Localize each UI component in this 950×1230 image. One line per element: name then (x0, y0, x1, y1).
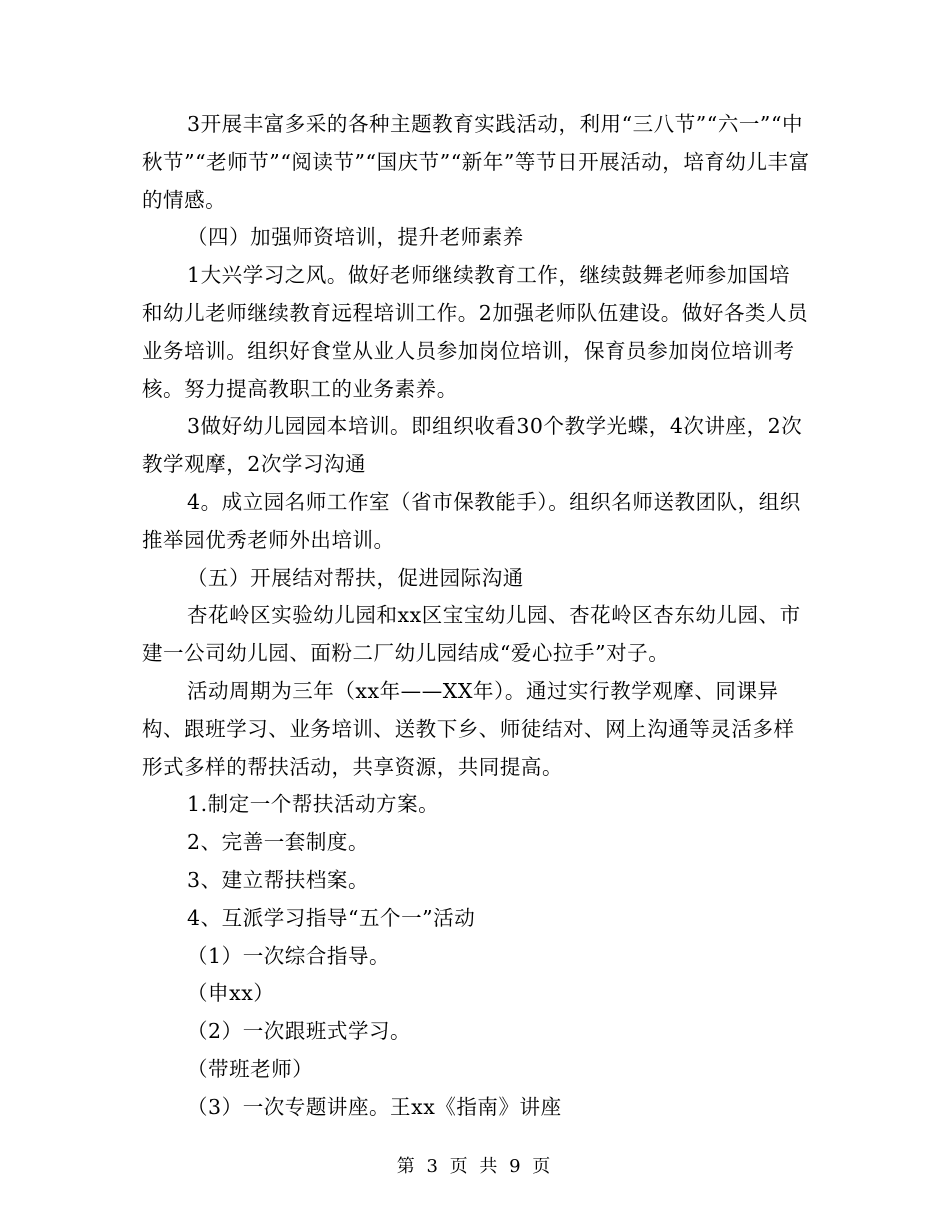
sub-list-item: （1）一次综合指导。 (187, 943, 391, 968)
sub-list-note: （申xx） (187, 981, 275, 1006)
sub-list-item: （2）一次跟班式学习。 (187, 1019, 412, 1044)
section-heading: （四）加强师资培训，提升老师素养 (187, 225, 524, 250)
paragraph: 1大兴学习之风。做好老师继续教育工作，继续鼓舞老师参加国培和幼儿老师继续教育远程培训工作。2加强老师队伍建设。做好各类人员业务培训。组织好食堂从业人员参加岗位培训，保育员参加岗位培训考核。努力提高教职工的业务素养。 (142, 263, 809, 401)
sub-list-item: （3）一次专题讲座。王xx《指南》讲座 (187, 1094, 562, 1119)
list-item: 2、完善一套制度。 (187, 830, 369, 855)
list-item: 3、建立帮扶档案。 (187, 867, 369, 892)
page-footer: 第 3 页 共 9 页 (396, 1156, 554, 1177)
paragraph: 3做好幼儿园园本培训。即组织收看30个教学光蝶，4次讲座，2次教学观摩，2次学习沟通 (142, 414, 803, 477)
paragraph: 杏花岭区实验幼儿园和xx区宝宝幼儿园、杏花岭区杏东幼儿园、市建一公司幼儿园、面粉二厂幼儿园结成“爱心拉手”对子。 (142, 603, 801, 666)
section-heading: （五）开展结对帮扶，促进园际沟通 (187, 565, 524, 590)
list-item: 1.制定一个帮扶活动方案。 (187, 792, 440, 817)
paragraph: 3开展丰富多采的各种主题教育实践活动，利用“三八节”“六一”“中秋节”“老师节”“阅读节”“国庆节”“新年”等节日开展活动，培育幼儿丰富的情感。 (142, 112, 810, 212)
list-item: 4、互派学习指导“五个一”活动 (187, 905, 476, 930)
sub-list-note: （带班老师） (187, 1056, 314, 1081)
paragraph: 活动周期为三年（xx年——XX年）。通过实行教学观摩、同课异构、跟班学习、业务培训、送教下乡、师徒结对、网上沟通等灵活多样形式多样的帮扶活动，共享资源，共同提高。 (142, 678, 795, 779)
document-body (142, 106, 810, 1127)
paragraph: 4。成立园名师工作室（省市保教能手）。组织名师送教团队，组织推举园优秀老师外出培训。 (142, 489, 801, 552)
